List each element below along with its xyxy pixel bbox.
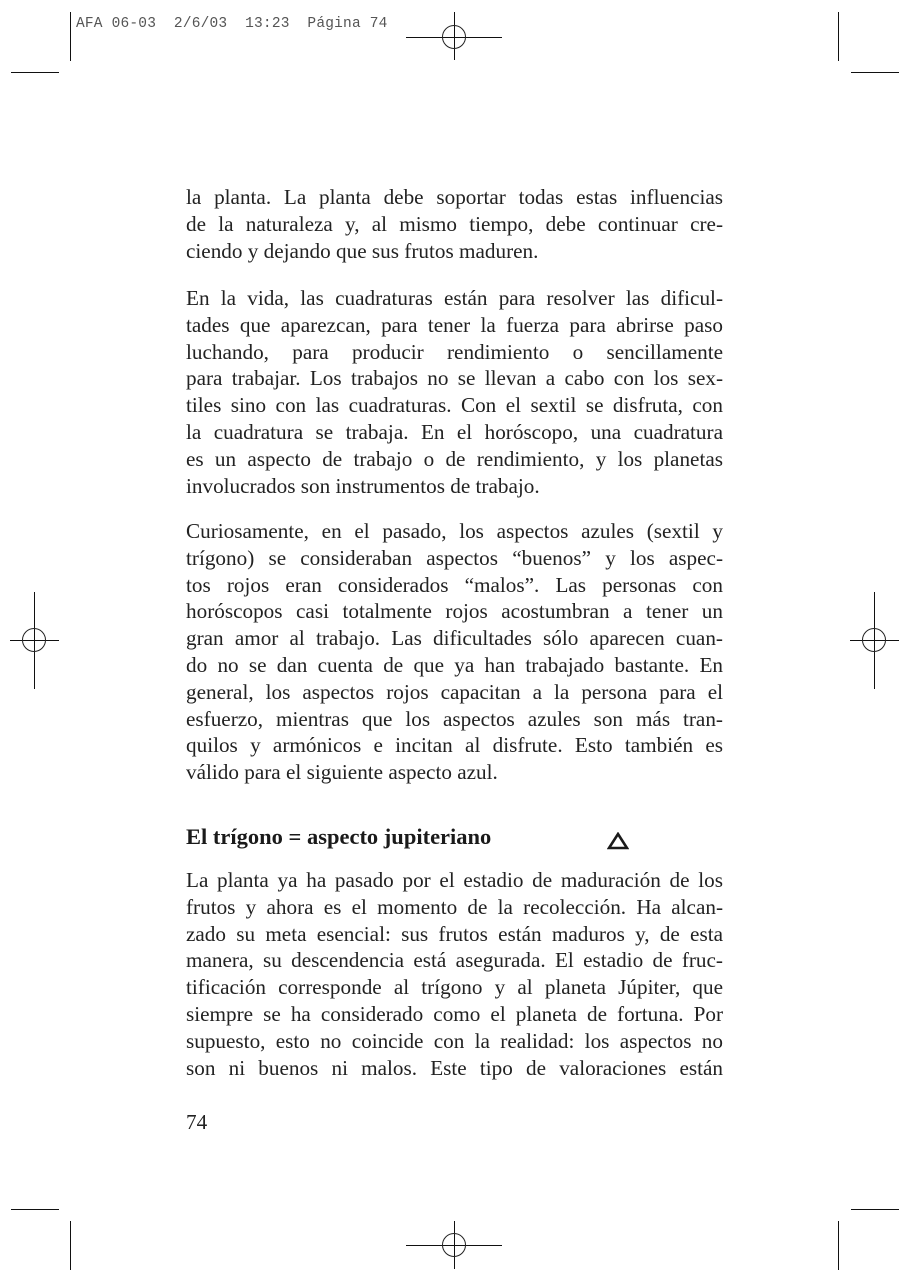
text-line: tades que aparezcan, para tener la fuerza para abrirse paso [186, 312, 723, 337]
crop-mark-bottom-right-horizontal [851, 1209, 899, 1210]
registration-circle-icon [442, 25, 466, 49]
text-line: es un aspecto de trabajo o de rendimiento, y los planetas [186, 446, 723, 471]
text-line: gran amor al trabajo. Las dificultades sólo aparecen cuan- [186, 626, 723, 651]
paragraph-3 [186, 518, 723, 786]
text-line: Curiosamente, en el pasado, los aspectos azules (sextil y [186, 519, 723, 543]
section-heading: El trígono = aspecto jupiteriano [186, 824, 492, 849]
crop-mark-top-left-vertical [70, 12, 71, 61]
crop-mark-bottom-left-vertical [70, 1221, 71, 1270]
trine-triangle-icon [607, 832, 629, 850]
crop-mark-bottom-left-horizontal [11, 1209, 59, 1210]
text-line: tiles sino con las cuadraturas. Con el sextil se disfruta, con [186, 393, 723, 418]
text-line: tos rojos eran considerados “malos”. Las personas con [186, 572, 723, 597]
text-line: tificación corresponde al trígono y al planeta Júpiter, que [186, 975, 723, 1000]
section-paragraph [186, 867, 723, 1081]
page-number: 74 [186, 1110, 208, 1134]
text-line: En la vida, las cuadraturas están para resolver las dificul- [186, 286, 723, 310]
text-line: La planta ya ha pasado por el estadio de maduración de los [186, 868, 723, 892]
text-line: zado su meta esencial: sus frutos están maduros y, de esta [186, 921, 723, 946]
text-line: son ni buenos ni malos. Este tipo de valoraciones están [186, 1055, 723, 1080]
text-line: válido para el siguiente aspecto azul. [186, 760, 498, 785]
text-line: supuesto, esto no coincide con la realidad: los aspectos no [186, 1028, 723, 1053]
text-line: luchando, para producir rendimiento o sencillamente [186, 339, 723, 364]
text-line: horóscopos casi totalmente rojos acostumbran a tener un [186, 599, 723, 624]
text-line: de la naturaleza y, al mismo tiempo, debe continuar cre- [186, 211, 723, 236]
text-line: frutos y ahora es el momento de la recolección. Ha alcan- [186, 894, 723, 919]
printer-slug: AFA 06-03 2/6/03 13:23 Página 74 [76, 16, 388, 32]
text-line: ciendo y dejando que sus frutos maduren. [186, 238, 539, 263]
registration-circle-icon [442, 1233, 466, 1257]
text-line: la planta. La planta debe soportar todas estas influencias [186, 185, 723, 209]
text-line: la cuadratura se trabaja. En el horóscopo, una cuadratura [186, 419, 723, 444]
crop-mark-top-left-horizontal [11, 72, 59, 73]
text-line: involucrados son instrumentos de trabajo. [186, 473, 540, 498]
text-line: general, los aspectos rojos capacitan a la persona para el [186, 679, 723, 704]
crop-mark-top-right-vertical [838, 12, 839, 61]
paragraph-2 [186, 285, 723, 499]
text-line: para trabajar. Los trabajos no se llevan a cabo con los sex- [186, 366, 723, 391]
text-line: trígono) se consideraban aspectos “buenos” y los aspec- [186, 545, 723, 570]
text-line: manera, su descendencia está asegurada. El estadio de fruc- [186, 948, 723, 973]
text-line: quilos y armónicos e incitan al disfrute. Esto también es [186, 733, 723, 758]
crop-mark-top-right-horizontal [851, 72, 899, 73]
crop-mark-bottom-right-vertical [838, 1221, 839, 1270]
registration-circle-icon [22, 628, 46, 652]
text-line: siempre se ha considerado como el planeta de fortuna. Por [186, 1001, 723, 1026]
paragraph-1 [186, 184, 723, 264]
text-line: do no se dan cuenta de que ya han trabajado bastante. En [186, 652, 723, 677]
registration-circle-icon [862, 628, 886, 652]
text-line: esfuerzo, mientras que los aspectos azules son más tran- [186, 706, 723, 731]
